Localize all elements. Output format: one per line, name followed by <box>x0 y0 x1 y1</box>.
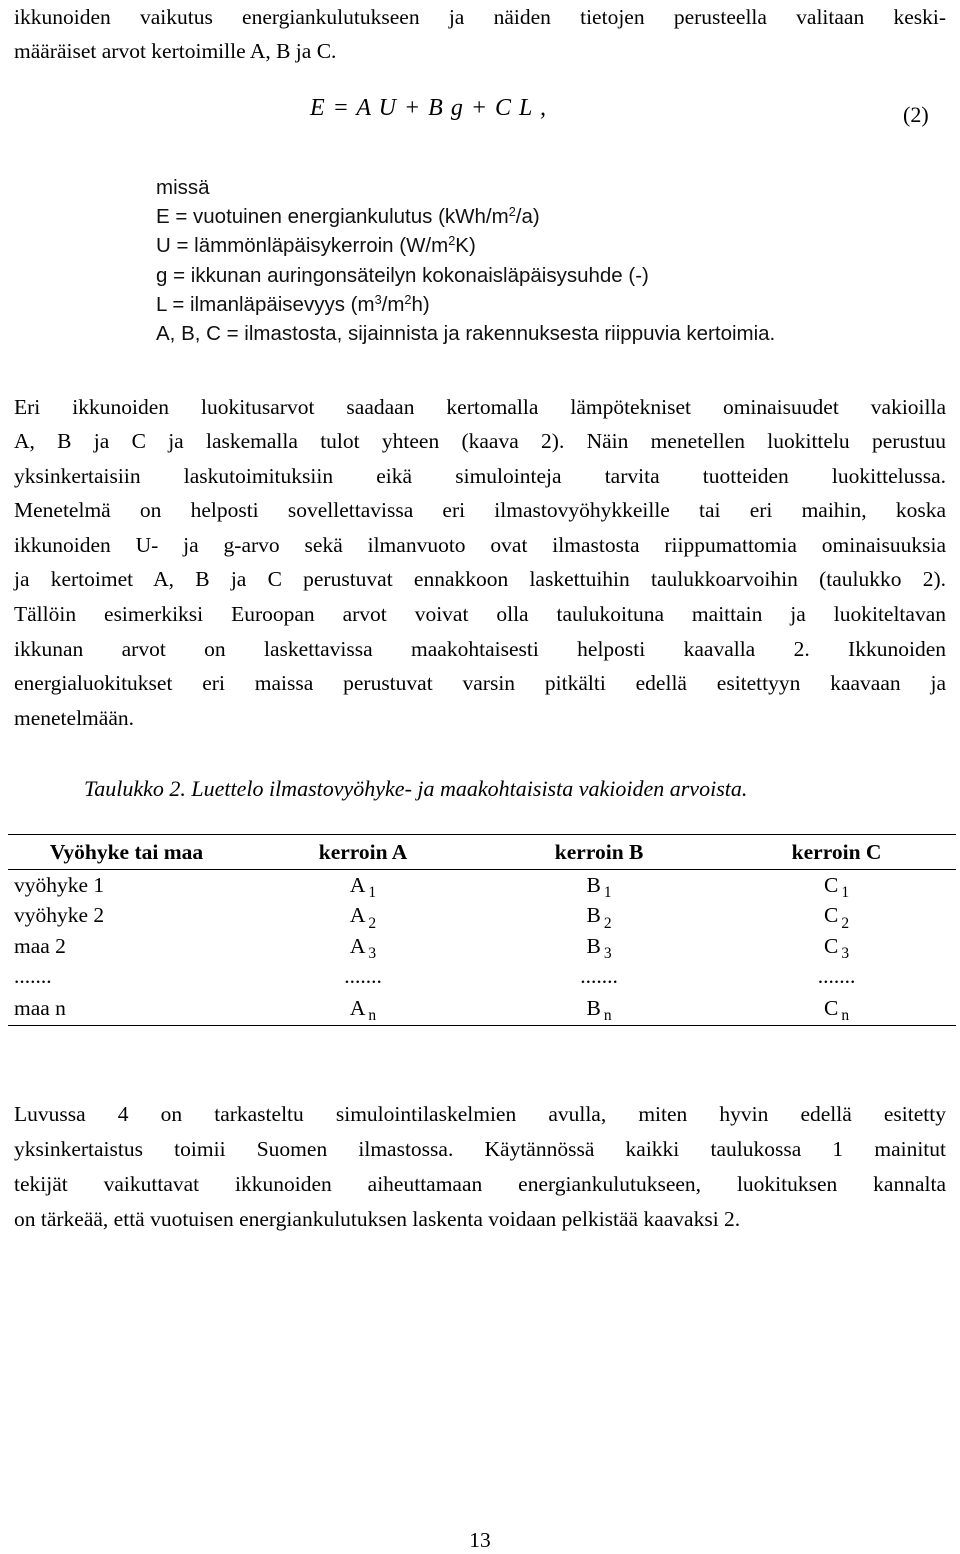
definition-g: g = ikkunan auringonsäteilyn kokonaisläpäisysuhde (-) <box>156 263 649 287</box>
table-row <box>8 870 956 901</box>
table-header-cell: Vyöhyke tai maa <box>8 835 245 870</box>
table-cell-b: B $_n$ <box>481 992 717 1026</box>
paragraph-1-line: A, B ja C ja laskemalla tulot yhteen (kaava 2). Näin menetellen luokittelu perustuu <box>14 429 946 453</box>
table-cell-zone: ....... <box>14 964 52 989</box>
definition-u: U = lämmönläpäisykerroin $(W/m^2K)$ <box>156 233 476 258</box>
table-cell-b: B $_1$ <box>586 872 612 902</box>
intro-line-1: ikkunoiden vaikutus energiankulutukseen ja näiden tietojen perusteella valitaan keski- <box>14 5 946 29</box>
table-cell-zone: vyöhyke 1 <box>14 872 105 897</box>
table-cell-a: A $_n$ <box>245 992 481 1026</box>
table-cell-c: C $_n$ <box>717 992 956 1026</box>
table-cell-a: A $_2$ <box>349 903 377 932</box>
table-cell-c: C $_1$ <box>824 872 850 902</box>
table-cell-a: A $_1$ <box>349 872 377 902</box>
table-cell-a: ....... <box>344 964 382 989</box>
coefficient-table <box>8 834 956 1026</box>
paragraph-2-line: yksinkertaistus toimii Suomen ilmastossa. Käytännössä kaikki taulukossa 1 mainitut <box>14 1137 946 1161</box>
table-cell-b: ....... <box>580 964 618 989</box>
paragraph-1-line: ikkunan arvot on laskettavissa maakohtaisesti helposti kaavalla 2. Ikkunoiden <box>14 637 946 661</box>
equation-formula: E = A U + B g + C L , <box>310 95 547 121</box>
table-header-cell: kerroin A <box>245 835 481 870</box>
page-number: 13 <box>469 1528 491 1552</box>
paragraph-2-line: Luvussa 4 on tarkasteltu simulointilaskelmien avulla, miten hyvin edellä esitetty <box>14 1102 946 1126</box>
table-caption: Taulukko 2. Luettelo ilmastovyöhyke- ja maakohtaisista vakioiden arvoista. <box>84 776 748 801</box>
paragraph-1-line: energialuokitukset eri maissa perustuvat varsin pitkälti edellä esitettyyn kaavaan ja <box>14 671 946 695</box>
definition-e: E = vuotuinen energiankulutus $(kWh/m^2/a)$ <box>156 204 540 229</box>
intro-line-2: määräiset arvot kertoimille A, B ja C. <box>14 39 337 63</box>
paragraph-1-line: ja kertoimet A, B ja C perustuvat ennakkoon laskettuihin taulukkoarvoihin (taulukko 2). <box>14 567 946 591</box>
paragraph-1-line: Eri ikkunoiden luokitusarvot saadaan kertomalla lämpötekniset ominaisuudet vakioilla <box>14 395 946 419</box>
paragraph-1-line: ikkunoiden U- ja g-arvo sekä ilmanvuoto ovat ilmastosta riippumattomia ominaisuuksia <box>14 533 946 557</box>
table-header-cell: kerroin B <box>481 835 717 870</box>
paragraph-2-line: on tärkeää, että vuotuisen energiankulutuksen laskenta voidaan pelkistää kaavaksi 2. <box>14 1207 741 1231</box>
equation-number: (2) <box>903 102 929 127</box>
table-row <box>8 931 956 962</box>
paragraph-1-line: Tällöin esimerkiksi Euroopan arvot voivat olla taulukoituna maittain ja luokiteltavan <box>14 602 946 626</box>
definitions-heading: missä <box>156 176 210 199</box>
paragraph-2-line: tekijät vaikuttavat ikkunoiden aiheuttamaan energiankulutukseen, luokituksen kannalta <box>14 1172 946 1196</box>
definition-abc: A, B, C = ilmastosta, sijainnista ja rakennuksesta riippuvia kertoimia. <box>156 322 776 346</box>
table-cell-c: C $_2$ <box>824 903 850 932</box>
paragraph-1-line: menetelmään. <box>14 706 134 730</box>
table-cell-c: ....... <box>817 964 856 989</box>
table-cell-b: B $_2$ <box>586 903 612 932</box>
table-header-row <box>8 835 956 870</box>
table-row <box>8 992 956 1026</box>
table-cell-zone: maa 2 <box>14 933 66 958</box>
table-cell-b: B $_3$ <box>586 933 612 963</box>
table-cell-zone: vyöhyke 2 <box>14 903 105 928</box>
paragraph-1-line: Menetelmä on helposti sovellettavissa eri ilmastovyöhykkeille tai eri maihin, koska <box>14 498 946 522</box>
definitions-list <box>156 173 916 348</box>
table-cell-a: A $_3$ <box>349 933 377 963</box>
table-cell-c: C $_3$ <box>824 933 850 963</box>
table-row <box>8 901 956 932</box>
table-cell-zone: maa n <box>8 992 245 1026</box>
paragraph-1-line: yksinkertaisiin laskutoimituksiin eikä simulointeja tarvita tuotteiden luokittelussa. <box>14 464 946 488</box>
definition-l: L = ilmanläpäisevyys $(m^3/m^2h)$ <box>156 291 430 316</box>
table-row <box>8 962 956 993</box>
table-header-cell: kerroin C <box>717 835 956 870</box>
